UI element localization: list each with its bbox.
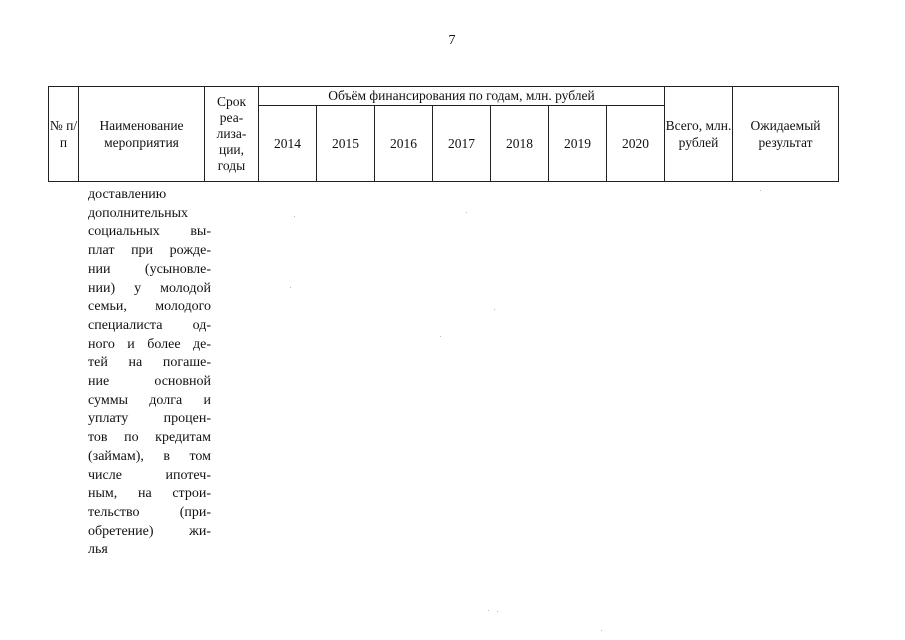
text-line: специалиста од- — [88, 317, 211, 333]
text-line: доставлению — [88, 187, 167, 202]
header-funding-group — [259, 87, 665, 106]
header-num — [49, 87, 79, 182]
header-total — [665, 87, 733, 182]
text-line: лья — [88, 542, 108, 558]
text-line: дополнительных — [88, 205, 189, 221]
text-line: тей на погаше- — [88, 355, 211, 371]
header-result — [733, 87, 839, 182]
scan-speck — [497, 611, 498, 612]
page-number: 7 — [448, 33, 456, 48]
header-year: 2018 — [491, 106, 549, 182]
text-line: уплату процен- — [88, 411, 211, 427]
header-result-label: Ожидаемый результат — [750, 118, 821, 150]
text-line: нии) у молодой — [88, 280, 211, 296]
header-year: 2015 — [317, 106, 375, 182]
text-line: тельство (при- — [88, 504, 211, 520]
text-line: ным, на строи- — [88, 486, 211, 502]
header-year: 2016 — [375, 106, 433, 182]
header-term-label: Срок реа-лиза-ции, годы — [216, 94, 247, 173]
header-name — [79, 87, 205, 182]
text-line: семьи, молодого — [88, 299, 211, 315]
text-line: тов по кредитам — [88, 430, 211, 446]
header-funding-group-label: Объём финансирования по годам, млн. рублей — [328, 88, 595, 103]
header-num-label: № п/п — [49, 118, 78, 150]
financing-table — [48, 86, 839, 182]
header-total-label: Всего, млн. рублей — [665, 118, 732, 150]
text-line: ного и более де- — [88, 336, 211, 352]
scan-speck — [294, 216, 295, 217]
header-name-label: Наименование мероприятия — [99, 118, 184, 150]
scan-speck — [760, 190, 761, 191]
scan-speck — [466, 212, 467, 213]
scan-speck — [290, 287, 291, 288]
text-line: ние основной — [88, 374, 211, 390]
text-line: обретение) жи- — [88, 523, 211, 539]
header-term — [205, 87, 259, 182]
scan-speck — [601, 630, 602, 631]
activity-name-continuation — [88, 186, 211, 560]
text-line: суммы долга и — [88, 392, 211, 408]
text-line: (займам), в том — [88, 448, 211, 464]
text-line: числе ипотеч- — [88, 467, 211, 483]
text-line: социальных вы- — [88, 224, 211, 240]
scan-speck — [488, 610, 489, 611]
header-year: 2019 — [549, 106, 607, 182]
header-year: 2014 — [259, 106, 317, 182]
scan-speck — [440, 336, 441, 337]
scan-speck — [494, 309, 495, 310]
text-line: нии (усыновле- — [88, 261, 211, 277]
header-year: 2017 — [433, 106, 491, 182]
header-year: 2020 — [607, 106, 665, 182]
text-line: плат при рожде- — [88, 243, 211, 259]
